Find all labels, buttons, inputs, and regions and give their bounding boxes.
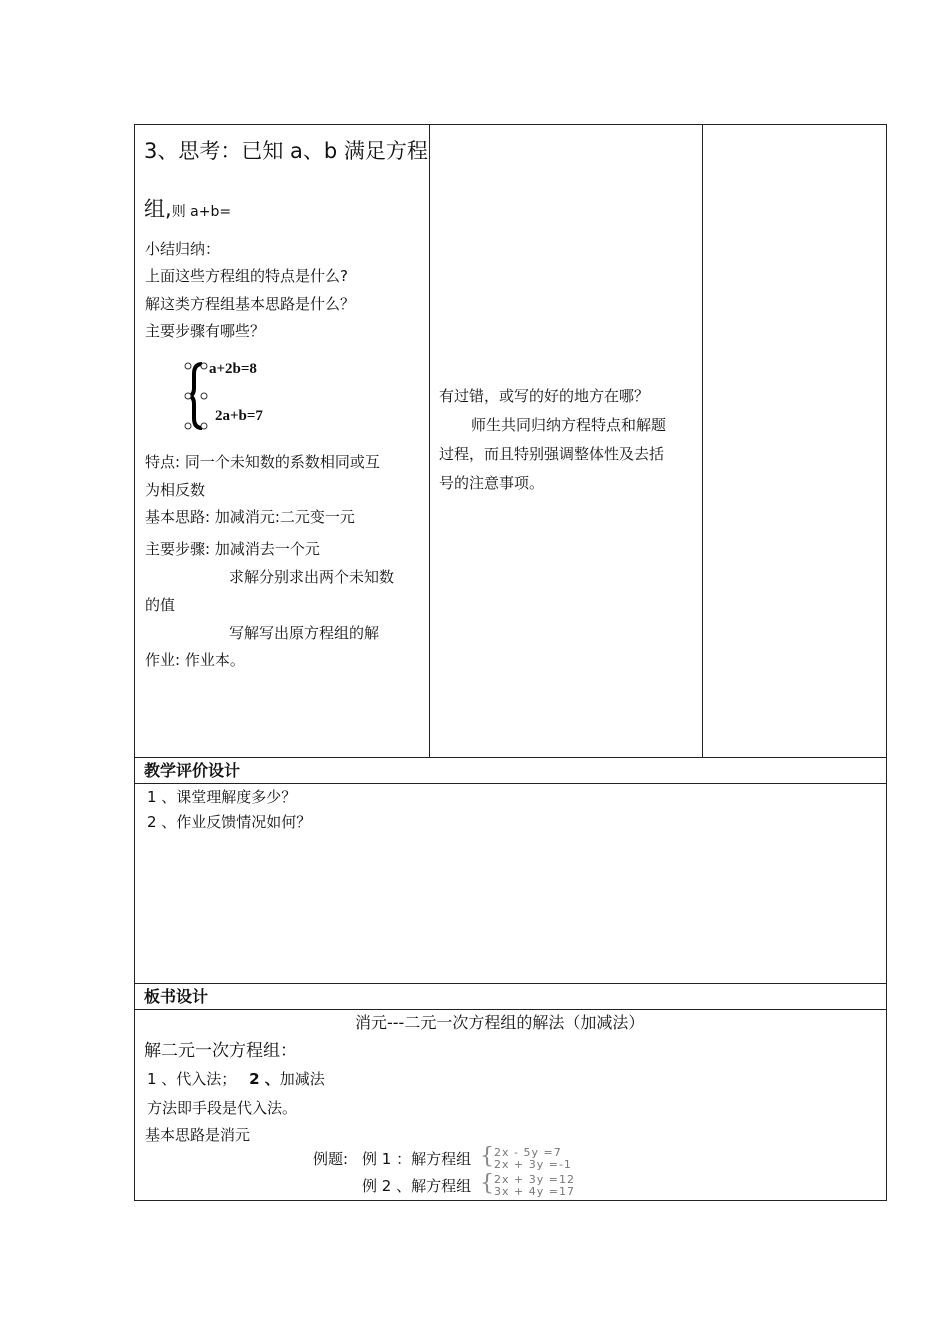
example-2-eq1: 2x + 3y =12 <box>494 1173 575 1186</box>
board-header-bottom-border <box>134 1009 887 1010</box>
example-2-eq2: 3x + 4y =17 <box>494 1185 575 1198</box>
homework: 作业: 作业本。 <box>145 651 245 669</box>
think-line-2-prefix: 组, <box>144 197 172 221</box>
board-line-2 <box>147 1070 325 1088</box>
steps-line-4: 写解写出原方程组的解 <box>229 624 380 642</box>
eval-bottom-border <box>134 983 887 984</box>
eval-item-1: 1 、课堂理解度多少？ <box>147 788 297 806</box>
example-2-brace: { <box>480 1171 494 1196</box>
col2-line-2: 师生共同归纳方程特点和解题 <box>471 416 667 434</box>
steps-line-3: 的值 <box>145 596 176 614</box>
example-1-eq1: 2x - 5y =7 <box>494 1146 562 1159</box>
question-1: 上面这些方程组的特点是什么? <box>145 267 348 285</box>
board-title: 消元---二元一次方程组的解法（加减法） <box>355 1013 645 1032</box>
board-header: 板书设计 <box>144 987 209 1006</box>
board-line-4: 基本思路是消元 <box>145 1126 251 1144</box>
row1-bottom-border <box>134 757 887 758</box>
question-2: 解这类方程组基本思路是什么？ <box>145 295 356 313</box>
table-top-border <box>134 124 887 125</box>
table-left-border <box>134 124 135 1201</box>
equation-1: a+2b=8 <box>209 361 257 377</box>
think-line-1: 3、思考：已知 a、b 满足方程 <box>144 139 428 163</box>
col1-divider <box>429 124 430 758</box>
col2-line-3: 过程，而且特别强调整体性及去括 <box>439 445 665 463</box>
feature-line-2: 为相反数 <box>145 481 206 499</box>
board-line-3: 方法即手段是代入法。 <box>147 1099 298 1117</box>
think-line-2-suffix: 则 a+b= <box>171 204 232 220</box>
col2-divider <box>702 124 703 758</box>
col2-line-1: 有过错，或写的好的地方在哪？ <box>439 387 650 405</box>
example-1-eq2: 2x + 3y =-1 <box>494 1158 572 1171</box>
basic-idea: 基本思路: 加减消元:二元变一元 <box>145 508 355 526</box>
table-right-border <box>886 124 887 1201</box>
think-line-2 <box>144 196 231 222</box>
col2-line-4: 号的注意事项。 <box>439 474 545 492</box>
method-2-number: 2 、 <box>249 1070 280 1088</box>
equation-system-image <box>184 360 284 432</box>
method-1: 1 、代入法； <box>147 1070 237 1088</box>
steps-line-1: 主要步骤: 加减消去一个元 <box>145 540 320 558</box>
example-2: 例 2 、解方程组 <box>362 1177 472 1195</box>
eval-header: 教学评价设计 <box>144 761 241 780</box>
eval-item-2: 2 、作业反馈情况如何？ <box>147 813 312 831</box>
method-2: 加减法 <box>279 1070 325 1088</box>
example-1: 例 1 ：解方程组 <box>362 1150 472 1168</box>
equation-2: 2a+b=7 <box>215 408 263 424</box>
table-bottom-border <box>134 1200 887 1201</box>
steps-line-2: 求解分别求出两个未知数 <box>229 568 395 586</box>
board-line-1: 解二元一次方程组： <box>144 1041 297 1061</box>
example-1-brace: { <box>480 1144 494 1169</box>
example-label: 例题: <box>313 1150 349 1168</box>
summary-title: 小结归纳： <box>145 240 221 258</box>
eval-header-bottom-border <box>134 783 887 784</box>
feature-line-1: 特点: 同一个未知数的系数相同或互 <box>145 453 380 471</box>
question-3: 主要步骤有哪些？ <box>145 322 266 340</box>
